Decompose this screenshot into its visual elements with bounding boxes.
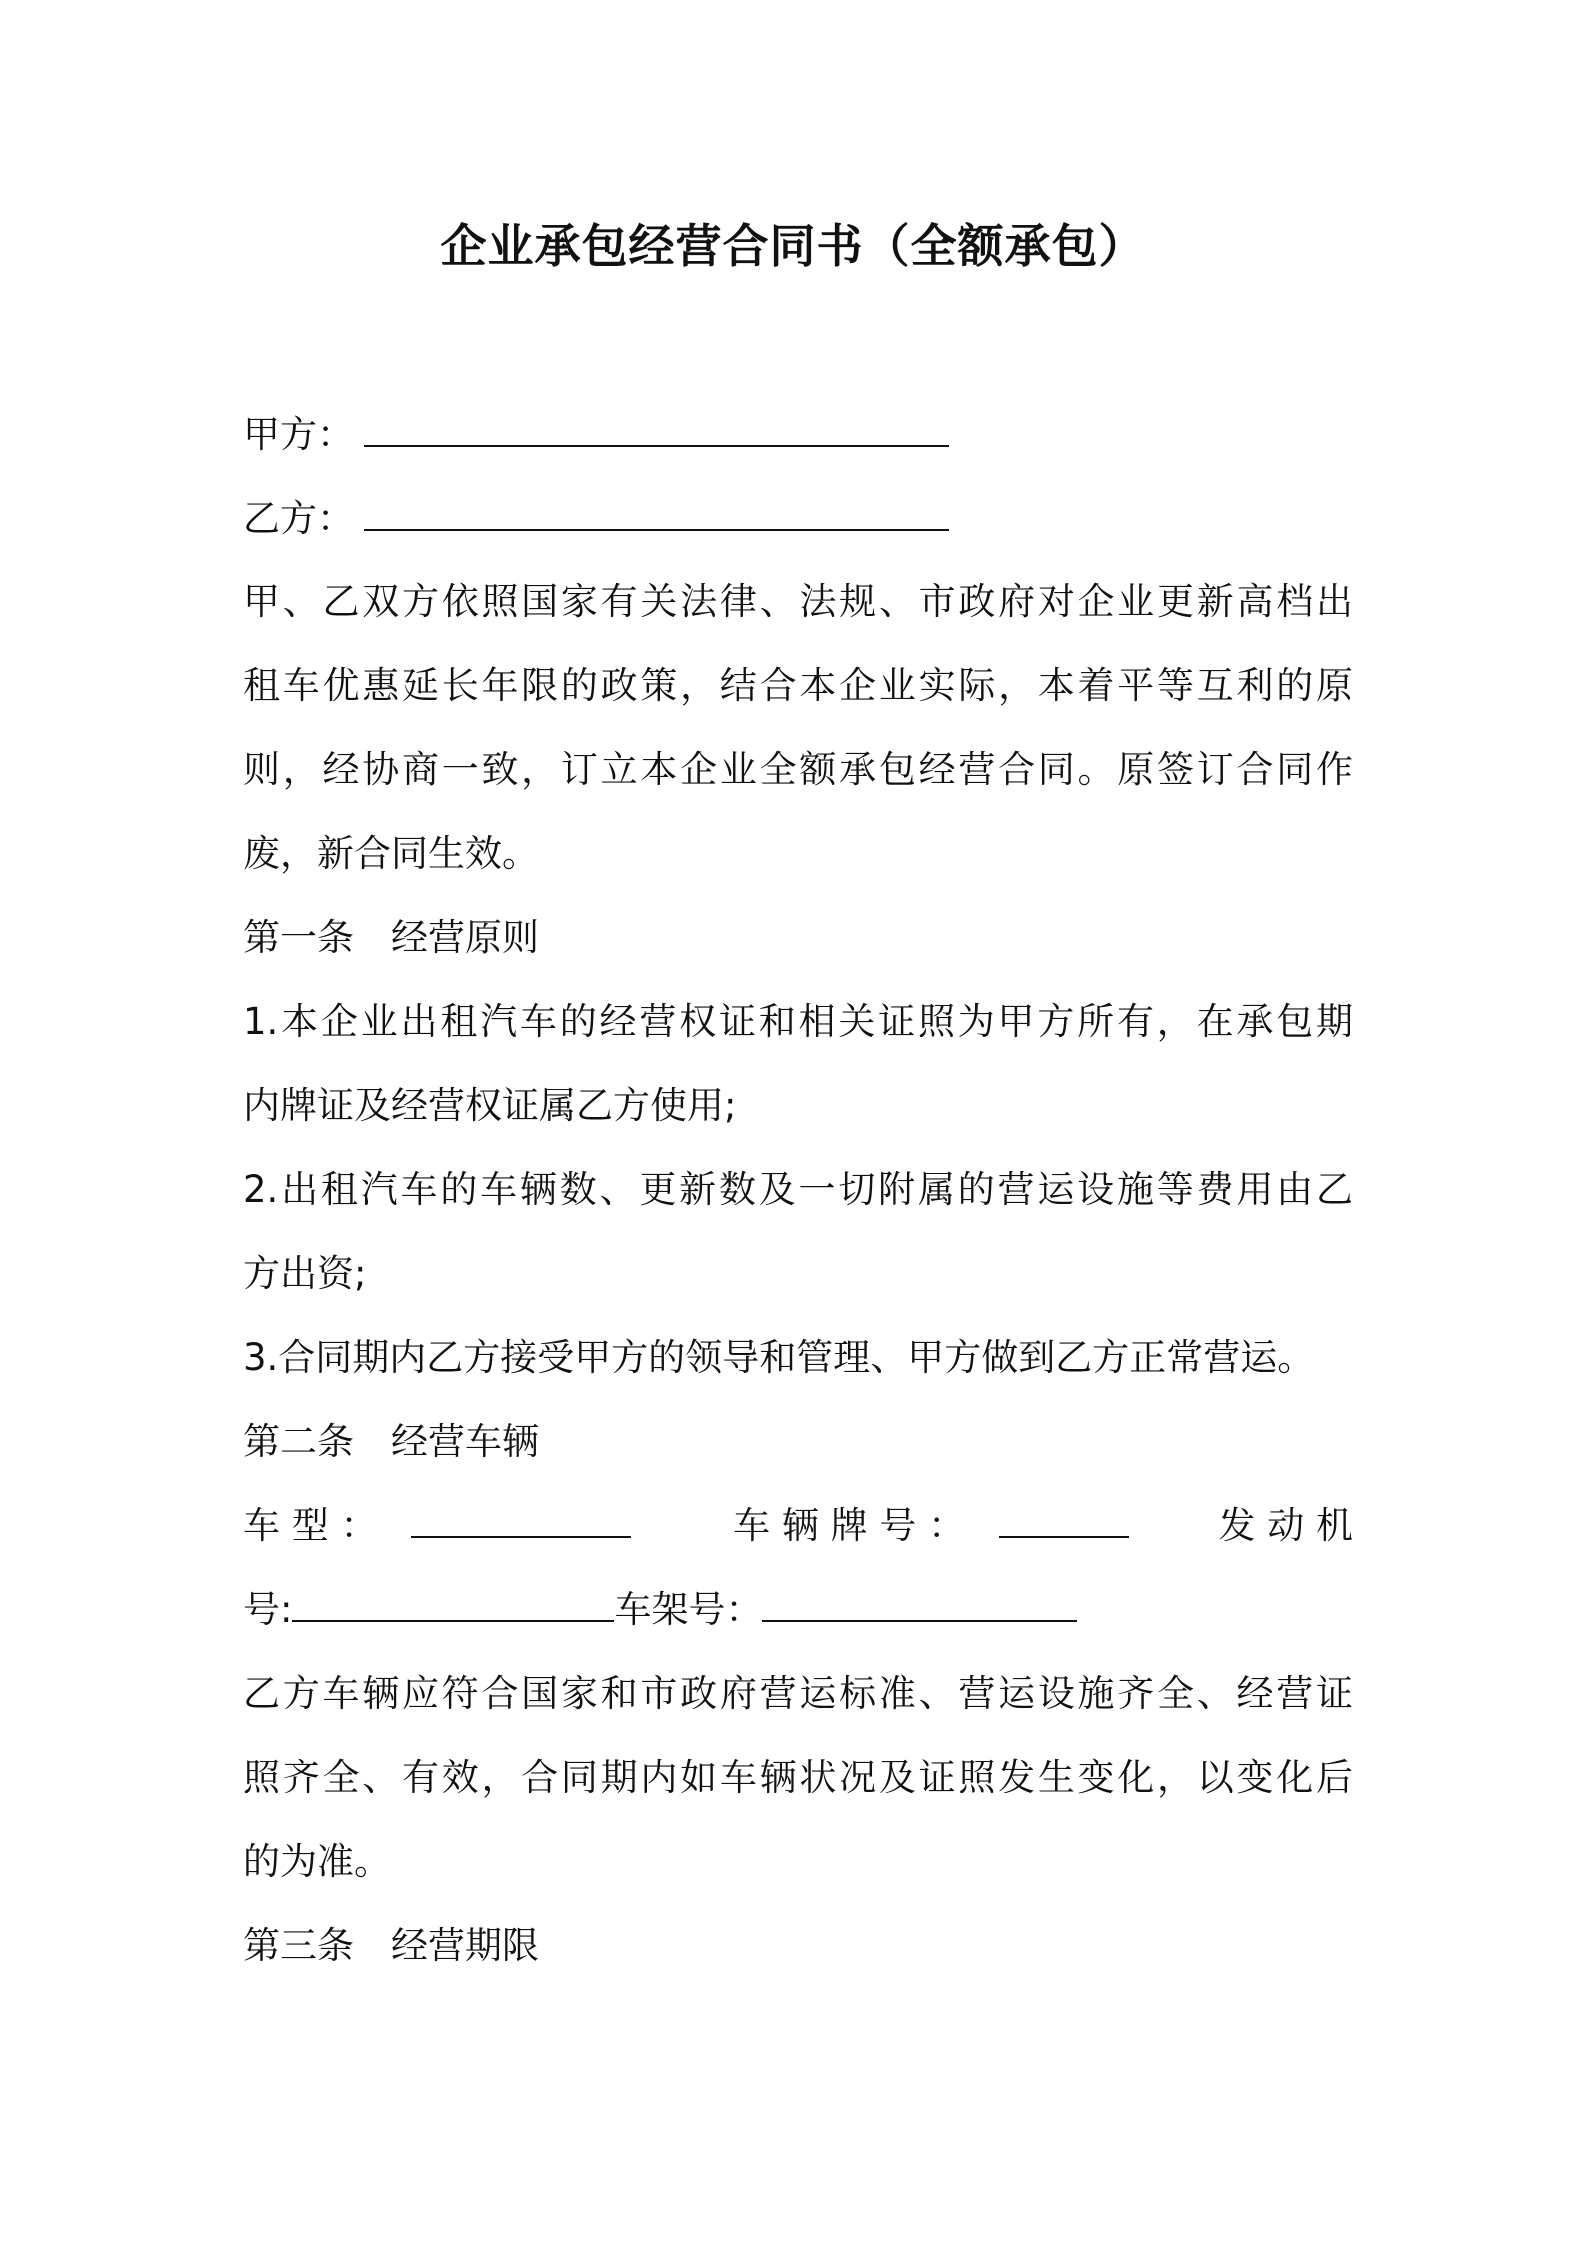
article-2-paragraph-line-2: 照齐全、有效，合同期内如车辆状况及证照发生变化，以变化后 xyxy=(243,1756,1353,1799)
article-1-item-1-line-2: 内牌证及经营权证属乙方使用; xyxy=(243,1084,737,1127)
party-a-blank xyxy=(364,415,949,447)
article-1-heading: 第一条 经营原则 xyxy=(243,916,539,959)
article-3-heading: 第三条 经营期限 xyxy=(243,1924,539,1967)
article-1-item-1-line-1: 1.本企业出租汽车的经营权证和相关证照为甲方所有，在承包期 xyxy=(243,1000,1353,1043)
engine-number-label-part1: 发 动 机 xyxy=(1218,1504,1353,1547)
article-2-heading: 第二条 经营车辆 xyxy=(243,1420,539,1463)
article-1-item-3: 3.合同期内乙方接受甲方的领导和管理、甲方做到乙方正常营运。 xyxy=(243,1336,1315,1379)
plate-number-label: 车 辆 牌 号 ： xyxy=(733,1504,966,1547)
article-2-paragraph-line-1: 乙方车辆应符合国家和市政府营运标准、营运设施齐全、经营证 xyxy=(243,1672,1353,1715)
party-b-blank xyxy=(364,499,949,531)
party-a-line xyxy=(243,410,949,460)
vehicle-type-blank xyxy=(411,1506,631,1538)
preamble-line-3: 则，经协商一致，订立本企业全额承包经营合同。原签订合同作 xyxy=(243,748,1353,791)
engine-number-label-part2: 号: xyxy=(243,1588,293,1631)
vehicle-info-line-1 xyxy=(243,1501,1353,1551)
chassis-number-label: 车架号： xyxy=(614,1588,763,1631)
vehicle-type-label: 车 型 ： xyxy=(243,1504,378,1547)
preamble-line-1: 甲、乙双方依照国家有关法律、法规、市政府对企业更新高档出 xyxy=(243,580,1353,623)
preamble-line-2: 租车优惠延长年限的政策，结合本企业实际，本着平等互利的原 xyxy=(243,664,1353,707)
engine-number-blank xyxy=(292,1590,614,1622)
chassis-number-blank xyxy=(762,1590,1077,1622)
preamble-line-4: 废，新合同生效。 xyxy=(243,832,539,875)
article-2-paragraph-line-3: 的为准。 xyxy=(243,1840,391,1883)
vehicle-info-line-2 xyxy=(243,1585,1077,1635)
party-a-label: 甲方： xyxy=(243,413,354,456)
article-1-item-2-line-2: 方出资; xyxy=(243,1252,367,1295)
document-title: 企业承包经营合同书（全额承包） xyxy=(440,219,1146,273)
article-1-item-2-line-1: 2.出租汽车的车辆数、更新数及一切附属的营运设施等费用由乙 xyxy=(243,1168,1353,1211)
party-b-label: 乙方： xyxy=(243,497,354,540)
party-b-line xyxy=(243,494,949,544)
plate-number-blank xyxy=(999,1506,1129,1538)
